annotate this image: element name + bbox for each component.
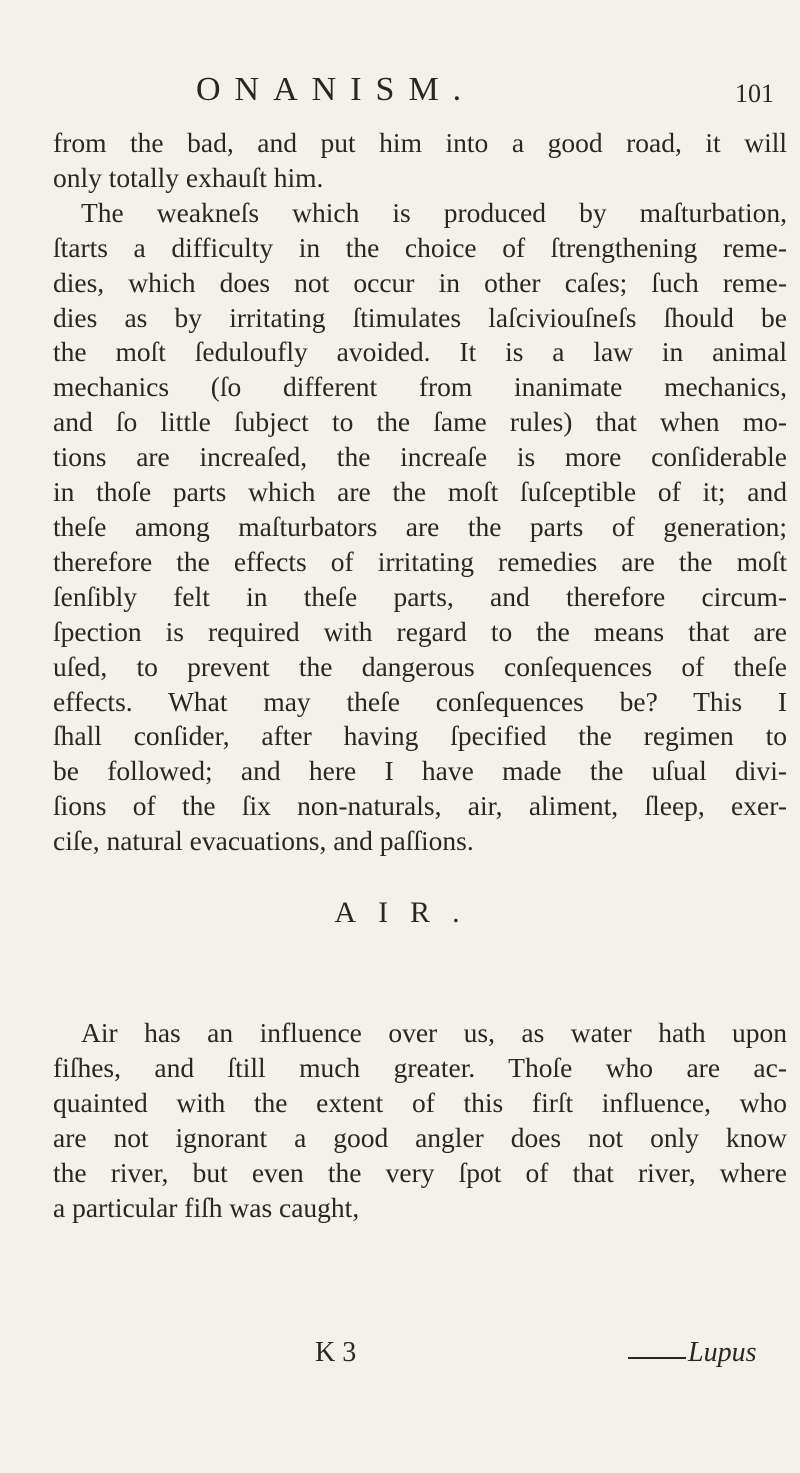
text-line: therefore the effects of irritating remedies are the moſt [53, 545, 787, 577]
text-line: the moſt ſeduloufly avoided. It is a law in animal [53, 336, 787, 368]
text-line: dies, which does not occur in other caſes; ſuch reme- [53, 266, 787, 298]
signature-mark: K 3 [315, 1337, 357, 1368]
text-line: ſhall conſider, after having ſpecified the regimen to [53, 720, 787, 752]
text-line: fiſhes, and ſtill much greater. Thoſe who are ac- [53, 1051, 787, 1083]
catchword-rule [628, 1357, 686, 1359]
paragraph-continued [53, 126, 787, 859]
section-heading: AIR. [334, 896, 482, 929]
text-line: tions are increaſed, the increaſe is more conſiderable [53, 441, 787, 473]
paragraph-air [53, 1016, 787, 1225]
text-line: be followed; and here I have made the uſual divi- [53, 755, 787, 787]
text-line: ſenſibly felt in theſe parts, and therefore circum- [53, 580, 787, 612]
text-line: ſpection is required with regard to the means that are [53, 615, 787, 647]
running-title: ONANISM. [196, 71, 476, 108]
text-line: mechanics (ſo different from inanimate mechanics, [53, 371, 787, 403]
text-line: ciſe, natural evacuations, and paſſions. [53, 825, 474, 857]
text-line: are not ignorant a good angler does not only know [53, 1121, 787, 1153]
text-line: ſions of the ſix non-naturals, air, aliment, ſleep, exer- [53, 790, 787, 822]
text-line: quainted with the extent of this firſt influence, who [53, 1086, 787, 1118]
text-line: the river, but even the very ſpot of that river, where [53, 1156, 787, 1188]
text-line: only totally exhauſt him. [53, 161, 324, 193]
text-line: ſtarts a difficulty in the choice of ſtrengthening reme- [53, 231, 787, 263]
text-line: Air has an influence over us, as water hath upon [81, 1017, 787, 1048]
text-line: and ſo little ſubject to the ſame rules) that when mo- [53, 406, 787, 438]
text-line: dies as by irritating ſtimulates laſciviouſneſs ſhould be [53, 301, 787, 333]
page-footer [0, 1335, 800, 1375]
running-head [0, 70, 800, 110]
text-line: from the bad, and put him into a good road, it will [53, 127, 787, 158]
catchword: Lupus [688, 1337, 757, 1368]
text-line: in thoſe parts which are the moſt ſuſceptible of it; and [53, 476, 787, 508]
text-line: theſe among maſturbators are the parts of generation; [53, 510, 787, 542]
text-line: effects. What may theſe conſequences be? This I [53, 685, 787, 717]
text-line: a particular fiſh was caught, [53, 1191, 360, 1223]
page-number: 101 [735, 79, 774, 108]
text-line: The weakneſs which is produced by maſturbation, [81, 196, 787, 228]
text-line: uſed, to prevent the dangerous conſequences of theſe [53, 650, 787, 682]
